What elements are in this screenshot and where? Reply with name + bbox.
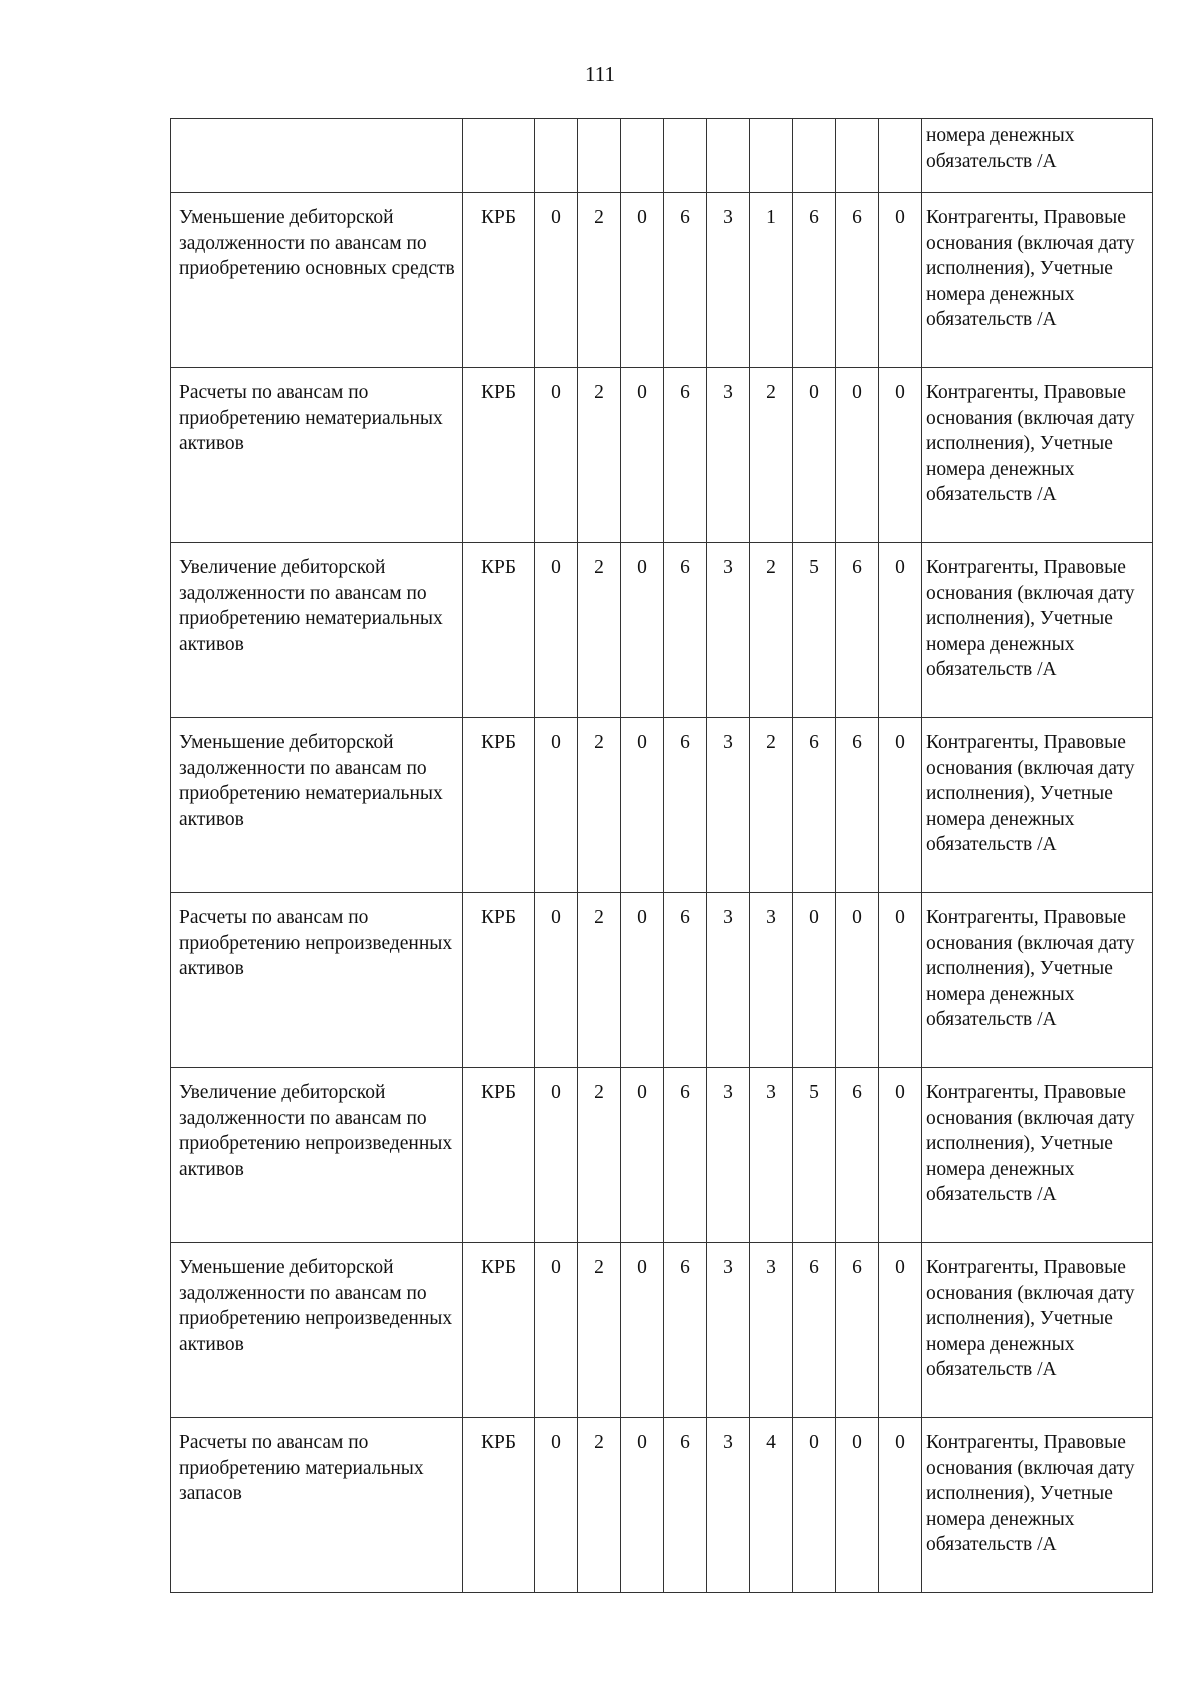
digit-cell: [578, 119, 621, 193]
row-code-digit: 3: [707, 368, 750, 543]
row-code-digit: 0: [535, 193, 578, 368]
row-code-digit: 3: [707, 718, 750, 893]
row-code-digit: 6: [664, 893, 707, 1068]
row-code-digit: 6: [664, 1243, 707, 1418]
row-code-digit: 0: [535, 543, 578, 718]
row-source: КРБ: [463, 1418, 535, 1593]
row-code-digit: 0: [879, 193, 922, 368]
row-code-digit: 6: [793, 1243, 836, 1418]
row-code-digit: 5: [793, 543, 836, 718]
row-code-digit: 0: [879, 1243, 922, 1418]
row-code-digit: 2: [578, 368, 621, 543]
row-code-digit: 3: [750, 1243, 793, 1418]
row-code-digit: 0: [535, 893, 578, 1068]
row-code-digit: 4: [750, 1418, 793, 1593]
row-code-digit: 2: [578, 893, 621, 1068]
row-source: КРБ: [463, 1243, 535, 1418]
digit-cell: [750, 119, 793, 193]
row-code-digit: 0: [793, 1418, 836, 1593]
row-code-digit: 3: [707, 193, 750, 368]
attributes-cell: номера денежных обязательств /А: [922, 119, 1153, 193]
digit-cell: [836, 119, 879, 193]
row-code-digit: 0: [621, 193, 664, 368]
row-code-digit: 2: [578, 1243, 621, 1418]
row-attributes: Контрагенты, Правовые основания (включая дату исполнения), Учетные номера денежных обязательств /А: [922, 718, 1153, 893]
row-attributes: Контрагенты, Правовые основания (включая дату исполнения), Учетные номера денежных обязательств /А: [922, 543, 1153, 718]
row-code-digit: 0: [879, 718, 922, 893]
row-code-digit: 0: [535, 1418, 578, 1593]
row-code-digit: 3: [707, 1418, 750, 1593]
row-code-digit: 0: [535, 1243, 578, 1418]
row-code-digit: 0: [535, 718, 578, 893]
row-code-digit: 0: [879, 893, 922, 1068]
row-code-digit: 0: [836, 893, 879, 1068]
digit-cell: [664, 119, 707, 193]
row-source: КРБ: [463, 368, 535, 543]
table-row: [171, 1418, 1153, 1593]
row-code-digit: 3: [750, 1068, 793, 1243]
row-description: Увеличение дебиторской задолженности по авансам по приобретению непроизведенных активов: [171, 1068, 463, 1243]
row-code-digit: 0: [621, 1068, 664, 1243]
row-description: Расчеты по авансам по приобретению материальных запасов: [171, 1418, 463, 1593]
row-code-digit: 1: [750, 193, 793, 368]
row-code-digit: 0: [621, 718, 664, 893]
row-code-digit: 6: [836, 543, 879, 718]
continuation-row: [171, 119, 1153, 193]
description-cell: [171, 119, 463, 193]
row-code-digit: 2: [750, 543, 793, 718]
row-description: Уменьшение дебиторской задолженности по авансам по приобретению основных средств: [171, 193, 463, 368]
row-code-digit: 0: [535, 368, 578, 543]
row-code-digit: 0: [879, 543, 922, 718]
source-cell: [463, 119, 535, 193]
table-row: [171, 1068, 1153, 1243]
row-code-digit: 6: [664, 1068, 707, 1243]
row-code-digit: 0: [879, 1068, 922, 1243]
row-code-digit: 6: [664, 718, 707, 893]
table-row: [171, 543, 1153, 718]
row-code-digit: 6: [664, 368, 707, 543]
row-code-digit: 6: [664, 193, 707, 368]
row-attributes: Контрагенты, Правовые основания (включая дату исполнения), Учетные номера денежных обязательств /А: [922, 1068, 1153, 1243]
accounts-table: [170, 118, 1153, 1593]
row-code-digit: 2: [750, 368, 793, 543]
row-source: КРБ: [463, 1068, 535, 1243]
table-body: [171, 119, 1153, 1593]
row-code-digit: 3: [707, 1243, 750, 1418]
row-code-digit: 2: [578, 193, 621, 368]
row-code-digit: 6: [836, 193, 879, 368]
row-attributes: Контрагенты, Правовые основания (включая дату исполнения), Учетные номера денежных обязательств /А: [922, 893, 1153, 1068]
row-code-digit: 6: [836, 718, 879, 893]
table-row: [171, 1243, 1153, 1418]
row-code-digit: 0: [621, 1243, 664, 1418]
row-source: КРБ: [463, 543, 535, 718]
row-code-digit: 3: [750, 893, 793, 1068]
table-row: [171, 893, 1153, 1068]
table-row: [171, 718, 1153, 893]
digit-cell: [707, 119, 750, 193]
row-source: КРБ: [463, 718, 535, 893]
row-code-digit: 6: [793, 193, 836, 368]
row-source: КРБ: [463, 193, 535, 368]
digit-cell: [793, 119, 836, 193]
row-code-digit: 0: [793, 893, 836, 1068]
row-code-digit: 6: [836, 1068, 879, 1243]
page-number: 111: [585, 62, 615, 86]
row-description: Расчеты по авансам по приобретению нематериальных активов: [171, 368, 463, 543]
row-code-digit: 0: [879, 1418, 922, 1593]
row-code-digit: 2: [750, 718, 793, 893]
digit-cell: [621, 119, 664, 193]
row-code-digit: 0: [621, 543, 664, 718]
digit-cell: [535, 119, 578, 193]
row-code-digit: 0: [793, 368, 836, 543]
row-code-digit: 6: [836, 1243, 879, 1418]
row-code-digit: 6: [664, 1418, 707, 1593]
table-row: [171, 193, 1153, 368]
row-code-digit: 0: [836, 1418, 879, 1593]
row-attributes: Контрагенты, Правовые основания (включая дату исполнения), Учетные номера денежных обязательств /А: [922, 193, 1153, 368]
table-row: [171, 368, 1153, 543]
row-code-digit: 2: [578, 718, 621, 893]
row-description: Расчеты по авансам по приобретению непроизведенных активов: [171, 893, 463, 1068]
row-code-digit: 6: [664, 543, 707, 718]
row-code-digit: 0: [535, 1068, 578, 1243]
row-code-digit: 2: [578, 543, 621, 718]
digit-cell: [879, 119, 922, 193]
row-code-digit: 0: [621, 1418, 664, 1593]
row-code-digit: 5: [793, 1068, 836, 1243]
row-attributes: Контрагенты, Правовые основания (включая дату исполнения), Учетные номера денежных обязательств /А: [922, 1418, 1153, 1593]
row-attributes: Контрагенты, Правовые основания (включая дату исполнения), Учетные номера денежных обязательств /А: [922, 368, 1153, 543]
row-attributes: Контрагенты, Правовые основания (включая дату исполнения), Учетные номера денежных обязательств /А: [922, 1243, 1153, 1418]
row-description: Увеличение дебиторской задолженности по авансам по приобретению нематериальных активов: [171, 543, 463, 718]
row-code-digit: 3: [707, 893, 750, 1068]
row-code-digit: 0: [621, 893, 664, 1068]
row-code-digit: 0: [879, 368, 922, 543]
row-description: Уменьшение дебиторской задолженности по авансам по приобретению непроизведенных активов: [171, 1243, 463, 1418]
row-code-digit: 3: [707, 1068, 750, 1243]
row-code-digit: 0: [621, 368, 664, 543]
row-code-digit: 3: [707, 543, 750, 718]
row-code-digit: 2: [578, 1418, 621, 1593]
row-code-digit: 2: [578, 1068, 621, 1243]
row-code-digit: 0: [836, 368, 879, 543]
row-code-digit: 6: [793, 718, 836, 893]
row-source: КРБ: [463, 893, 535, 1068]
row-description: Уменьшение дебиторской задолженности по авансам по приобретению нематериальных активов: [171, 718, 463, 893]
